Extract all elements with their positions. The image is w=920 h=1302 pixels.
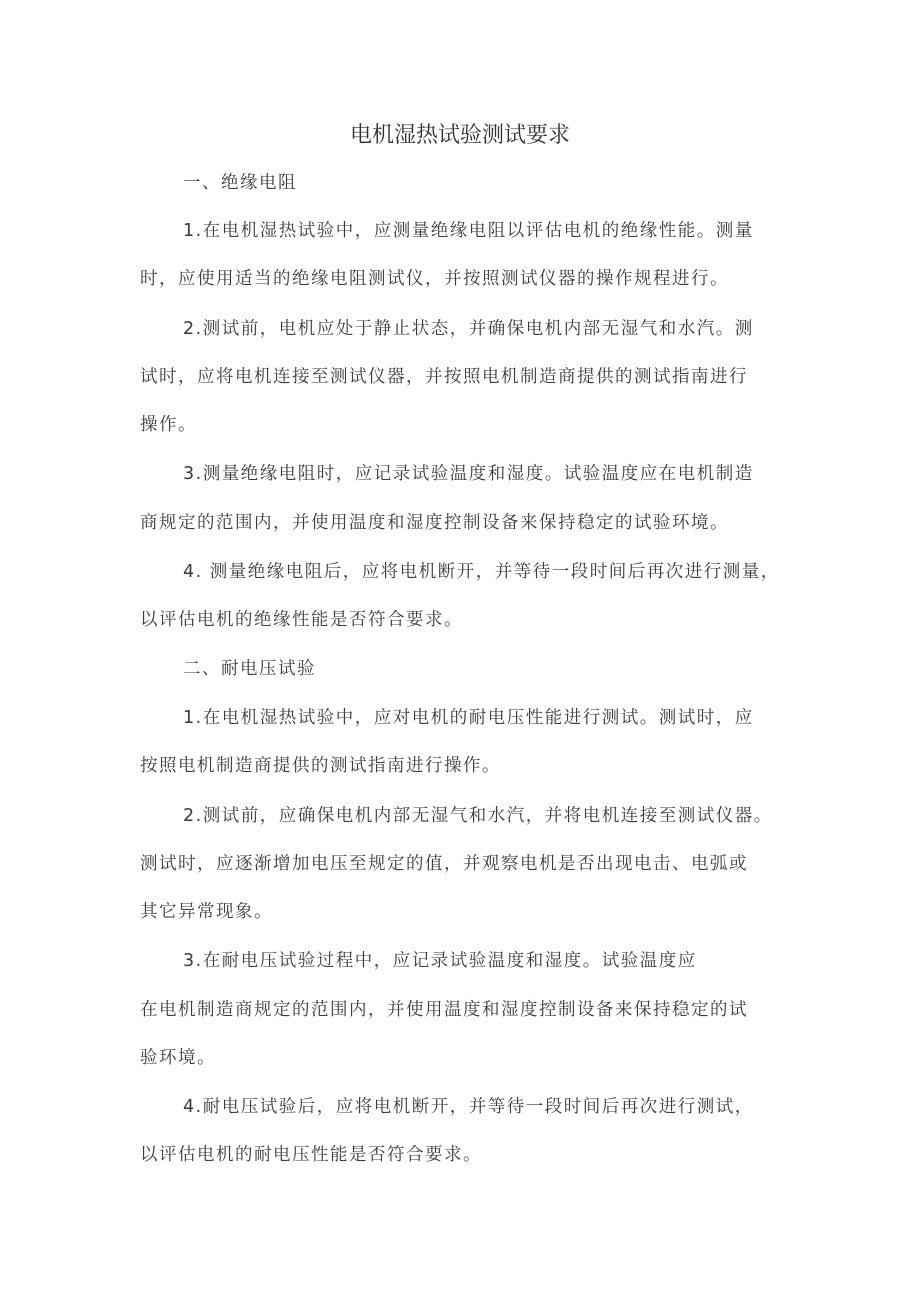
paragraph-line: 以评估电机的耐电压性能是否符合要求。: [140, 1145, 482, 1165]
paragraph-line: 2.测试前，应确保电机内部无湿气和水汽，并将电机连接至测试仪器。: [183, 806, 773, 826]
paragraph-line: 按照电机制造商提供的测试指南进行操作。: [140, 756, 501, 776]
paragraph-line: 2.测试前，电机应处于静止状态，并确保电机内部无湿气和水汽。测: [183, 319, 754, 339]
section-heading-withstand-voltage: 二、耐电压试验: [183, 659, 316, 679]
paragraph-line: 时，应使用适当的绝缘电阻测试仪，并按照测试仪器的操作规程进行。: [140, 269, 729, 289]
paragraph-line: 其它异常现象。: [140, 902, 273, 922]
paragraph-line: 测试时，应逐渐增加电压至规定的值，并观察电机是否出现电击、电弧或: [140, 854, 748, 874]
paragraph-line: 3.在耐电压试验过程中，应记录试验温度和湿度。试验温度应: [183, 951, 697, 971]
paragraph-line: 1.在电机湿热试验中，应对电机的耐电压性能进行测试。测试时，应: [183, 708, 754, 728]
document-title: 电机湿热试验测试要求: [349, 123, 570, 148]
paragraph-line: 验环境。: [140, 1048, 216, 1068]
paragraph-line: 1.在电机湿热试验中，应测量绝缘电阻以评估电机的绝缘性能。测量: [183, 221, 754, 241]
paragraph-line: 操作。: [140, 415, 197, 435]
section-heading-insulation-resistance: 一、绝缘电阻: [183, 173, 297, 193]
paragraph-line: 4. 测量绝缘电阻后，应将电机断开，并等待一段时间后再次进行测量，: [183, 562, 780, 582]
paragraph-line: 在电机制造商规定的范围内，并使用温度和湿度控制设备来保持稳定的试: [140, 1000, 748, 1020]
paragraph-line: 试时，应将电机连接至测试仪器，并按照电机制造商提供的测试指南进行: [140, 367, 748, 387]
paragraph-line: 商规定的范围内，并使用温度和湿度控制设备来保持稳定的试验环境。: [140, 513, 729, 533]
paragraph-line: 4.耐电压试验后，应将电机断开，并等待一段时间后再次进行测试，: [183, 1097, 754, 1117]
paragraph-line: 以评估电机的绝缘性能是否符合要求。: [140, 610, 463, 630]
paragraph-line: 3.测量绝缘电阻时，应记录试验温度和湿度。试验温度应在电机制造: [183, 464, 754, 484]
